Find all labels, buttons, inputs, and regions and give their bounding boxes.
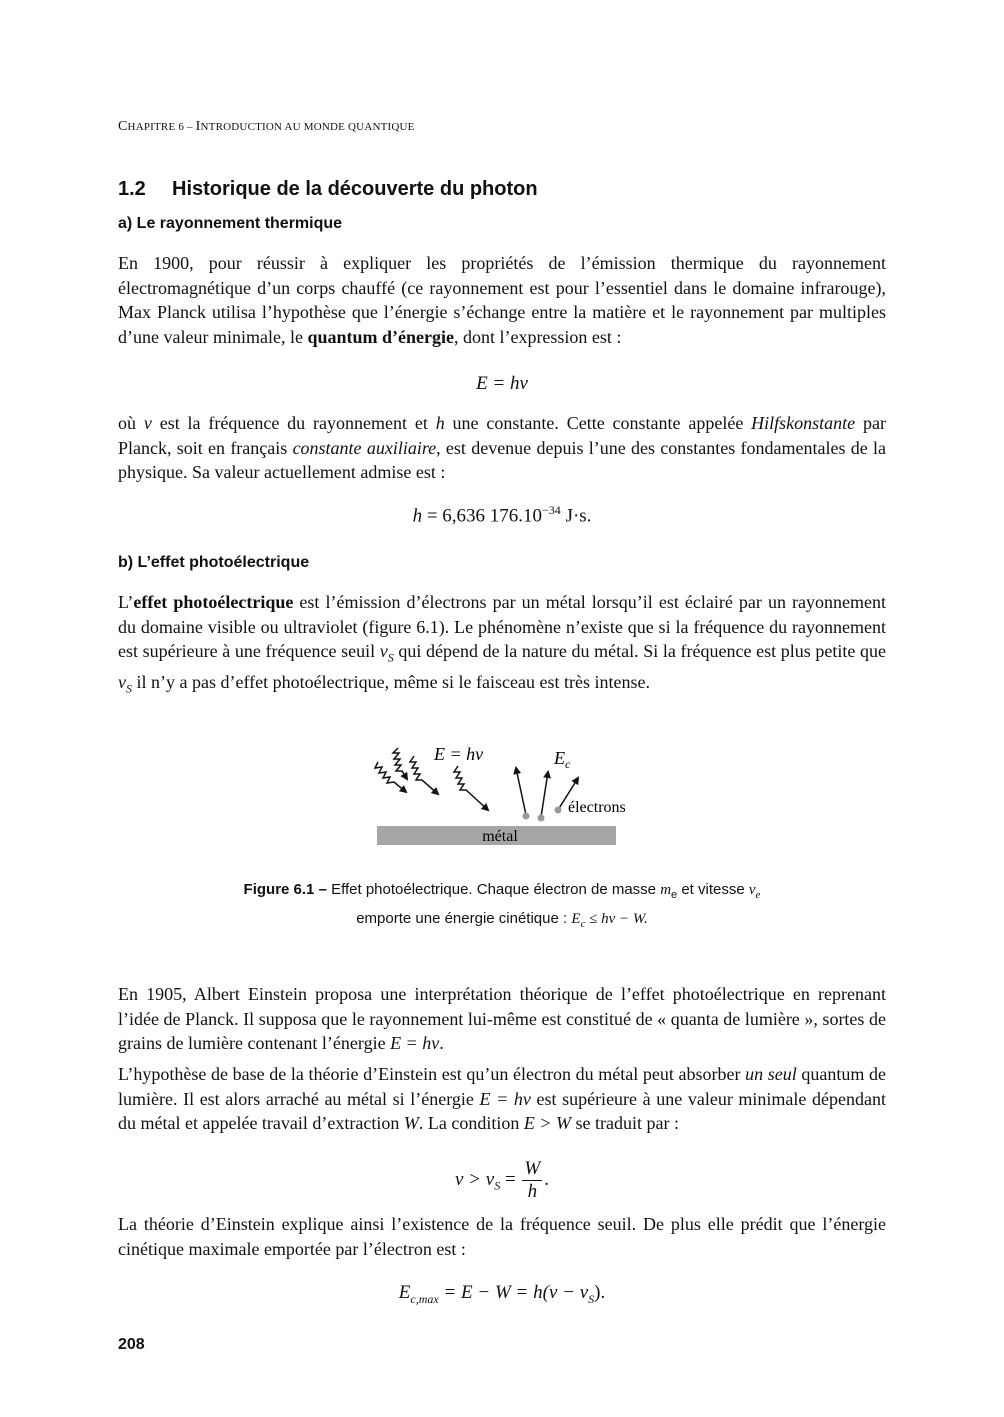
paragraph-threshold-explained: La théorie d’Einstein explique ainsi l’existence de la fréquence seuil. De plus elle prédit que l’énergie cinétique maximale emportée par l’électron est :: [118, 1214, 886, 1259]
paragraph-planck: En 1900, pour réussir à expliquer les propriétés de l’émission thermique du rayonnement électromagnétique d’un corps chauffé (ce rayonnement est pour l’essentiel dans le domaine infrarouge), Max Planck utilisa l’hypothèse que l’énergie s’échange entre la matière et le rayonnement par multiples d’une valeur minimale, le quantum d’énergie, dont l’expression est :: [118, 253, 886, 347]
photon-arrow-1: [393, 748, 407, 779]
electron-arrow-2: [541, 772, 548, 817]
electron-dot-1: [523, 813, 530, 820]
equation-threshold: $\nu > \nu_S$ = $\frac{W}{h}$ .: [455, 1158, 549, 1202]
electron-dot-2: [538, 815, 545, 822]
equation-planck-value: h = 6,636 $176.10^{-34}$ J·s.: [412, 503, 592, 527]
photon-energy-label: E = hν: [434, 744, 484, 764]
photon-arrow-4: [454, 766, 488, 810]
section-heading: Historique de la découverte du photon: [172, 178, 538, 200]
caption-line-1: Figure 6.1 – Effet photoélectrique. Chaque électron de masse $m_e$ et vitesse $v_e$: [243, 881, 761, 901]
figure-caption: [160, 878, 844, 936]
paragraph-constant: où ν est la fréquence du rayonnement et h une constante. Cette constante appelée Hilfskonstante par Planck, soit en français constante auxiliaire, est devenue depuis l’une des constantes fondamentales de la physique. Sa valeur actuellement admise est :: [118, 413, 887, 483]
fraction-w-over-h: $\frac{W}{h}$: [524, 1158, 541, 1202]
paragraph-einstein-1905: En 1905, Albert Einstein proposa une interprétation théorique de l’effet photoélectrique en reprenant l’idée de Planck. Il supposa que le rayonnement lui-même est constitué de « quanta de lumière », sortes de grains de lumière contenant l’énergie E = hν.: [118, 984, 886, 1054]
page-number: 208: [118, 1336, 145, 1353]
photon-arrow-2: [375, 762, 406, 792]
subsection-a-title: a) Le rayonnement thermique: [118, 215, 343, 232]
equation-max-kinetic-energy: $E_{c,max} = E - W = h(\nu - \nu_S)$.: [398, 1282, 606, 1306]
equation-e-hnu: E = hν: [476, 373, 528, 394]
electron-dot-3: [555, 807, 562, 814]
paragraph-photoelectric: L’effet photoélectrique est l’émission d’électrons par un métal lorsqu’il est éclairé par un rayonnement du domaine visible ou ultraviolet (figure 6.1). Le phénomène n’existe que si la fréquence du rayonnement est supérieure à une fréquence seuil $\nu_S$ qui dépend de la nature du métal. Si la fréquence est plus petite que $\nu_S$ il n’y a pas d’effet photoélectrique, même si le faisceau est très intense.: [118, 592, 886, 696]
running-header: CHAPITRE 6 – INTRODUCTION AU MONDE QUANTIQUE: [118, 119, 415, 134]
caption-line-2: emporte une énergie cinétique : $E_c \le h\nu - W$.: [356, 910, 648, 930]
section-number: 1.2: [118, 178, 146, 200]
section-title: [118, 178, 538, 201]
kinetic-energy-label: $E_c$: [554, 748, 571, 771]
metal-label: métal: [482, 828, 518, 845]
subsection-b-title: b) L’effet photoélectrique: [118, 554, 310, 571]
photoelectric-figure: [370, 740, 650, 852]
paragraph-einstein-hypothesis: L’hypothèse de base de la théorie d’Einstein est qu’un électron du métal peut absorber un seul quantum de lumière. Il est alors arraché au métal si l’énergie E = hν est supérieure à une valeur minimale dépendant du métal et appelée travail d’extraction W. La condition E > W se traduit par :: [118, 1064, 886, 1134]
electrons-label: électrons: [568, 799, 626, 816]
electron-arrow-1: [516, 768, 526, 815]
